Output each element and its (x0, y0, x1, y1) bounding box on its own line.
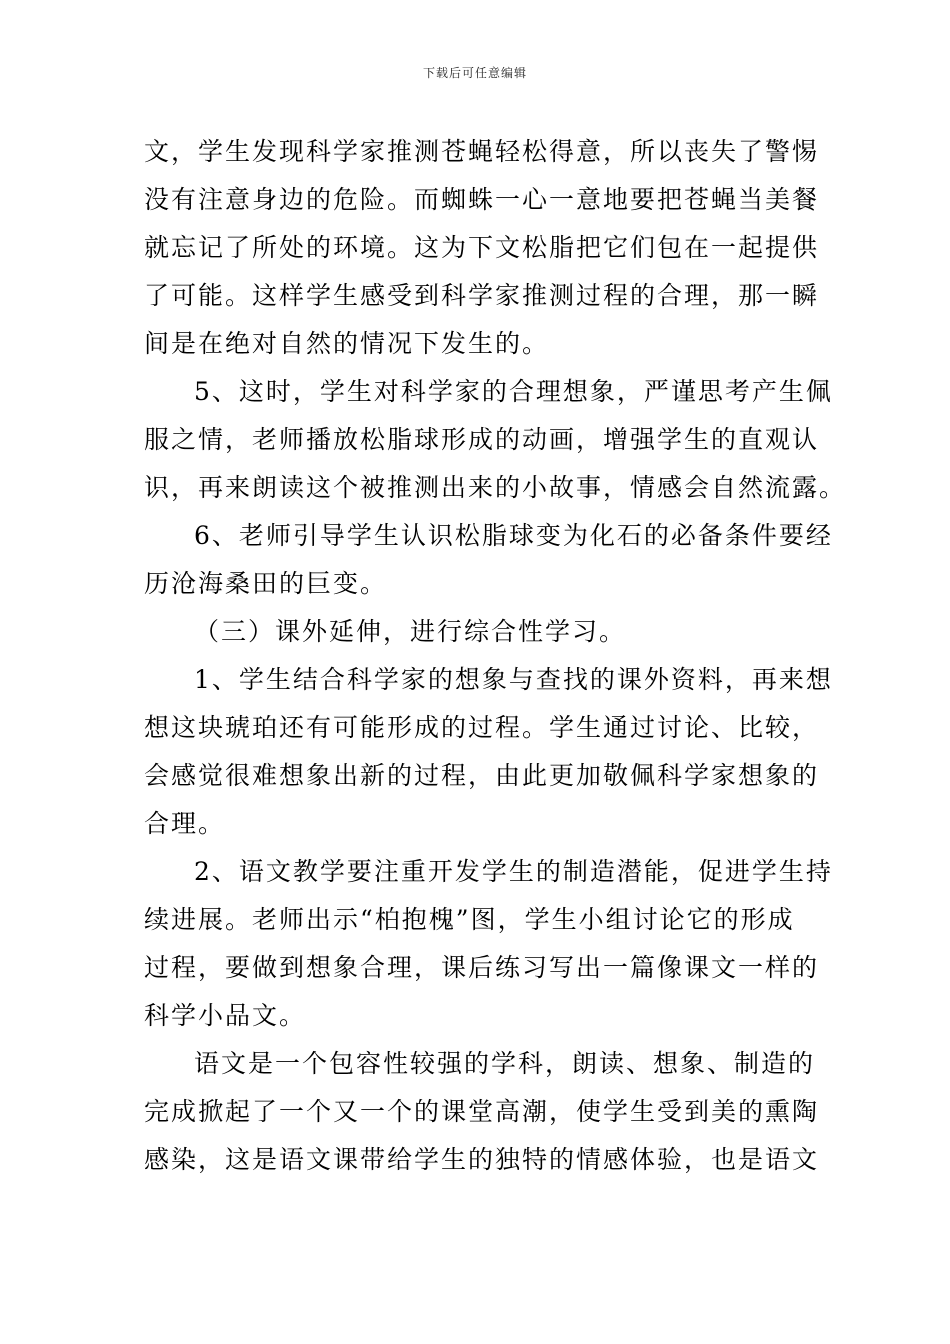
text-line-18: 过程，要做到想象合理，课后练习写出一篇像课文一样的 (144, 953, 820, 982)
text-line-9: 6、老师引导学生认识松脂球变为化石的必备条件要经 (194, 521, 833, 550)
text-line-6: 5、这时，学生对科学家的合理想象，严谨思考产生佩 (194, 377, 833, 406)
text-line-3: 就忘记了所处的环境。这为下文松脂把它们包在一起提供 (144, 233, 820, 262)
text-line-13: 想这块琥珀还有可能形成的过程。学生通过讨论、比较， (144, 713, 820, 742)
text-line-4: 了可能。这样学生感受到科学家推测过程的合理，那一瞬 (144, 281, 820, 310)
page-header: 下载后可任意编辑 (422, 66, 527, 80)
text-line-17: 续进展。老师出示“柏抱槐”图，学生小组讨论它的形成 (144, 905, 795, 934)
text-line-21: 完成掀起了一个又一个的课堂高潮，使学生受到美的熏陶 (144, 1097, 820, 1126)
text-line-1: 文，学生发现科学家推测苍蝇轻松得意，所以丧失了警惕 (144, 137, 820, 166)
text-line-19: 科学小品文。 (144, 1001, 307, 1030)
text-line-8: 识，再来朗读这个被推测出来的小故事，情感会自然流露。 (144, 473, 847, 502)
text-line-16: 2、语文教学要注重开发学生的制造潜能，促进学生持 (194, 857, 833, 886)
section-heading: （三）课外延伸，进行综合性学习。 (194, 617, 627, 646)
text-line-10: 历沧海桑田的巨变。 (144, 569, 388, 598)
text-line-15: 合理。 (144, 809, 226, 838)
document-body (144, 128, 847, 1184)
text-line-22: 感染，这是语文课带给学生的独特的情感体验，也是语文 (144, 1145, 820, 1174)
text-line-7: 服之情，老师播放松脂球形成的动画，增强学生的直观认 (144, 425, 820, 454)
text-line-2: 没有注意身边的危险。而蜘蛛一心一意地要把苍蝇当美餐 (144, 185, 820, 214)
text-line-20: 语文是一个包容性较强的学科，朗读、想象、制造的 (194, 1049, 816, 1078)
text-line-5: 间是在绝对自然的情况下发生的。 (144, 329, 550, 358)
text-line-12: 1、学生结合科学家的想象与查找的课外资料，再来想 (194, 665, 833, 694)
text-line-14: 会感觉很难想象出新的过程，由此更加敬佩科学家想象的 (144, 761, 820, 790)
